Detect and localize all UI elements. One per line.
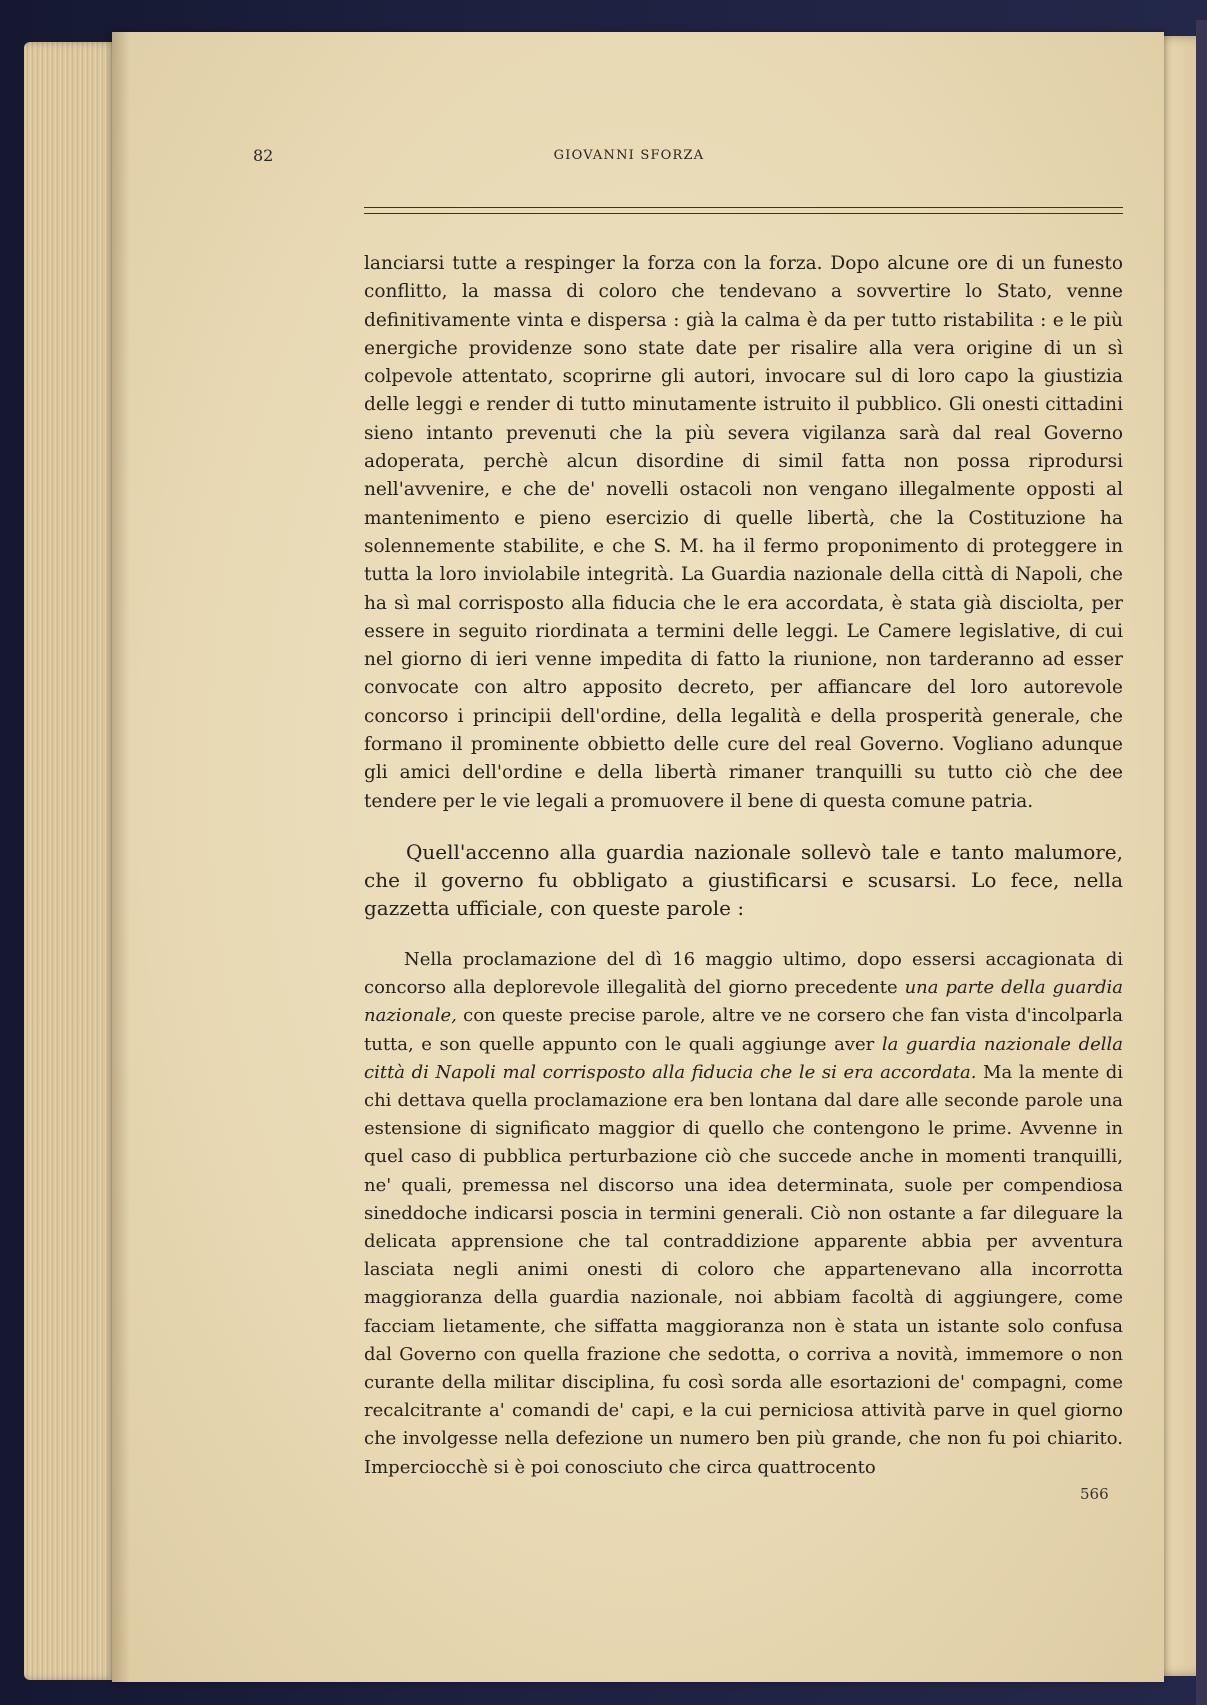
signature-mark: 566 (1080, 1485, 1109, 1503)
quote-text: Ma la mente di chi dettava quella proclamazione era ben lontana dal dare alle seconde parole una estensione di significato maggior di quello che contengono le prime. Avvenne in quel caso di pubblica perturbazione ciò che succede anche in momenti tranquilli, ne' quali, premessa nel discorso una idea determinata, suole per compendiosa sineddoche indicarsi poscia in termini generali. Ciò non ostante a far dileguare la delicata apprensione che tal contraddizione apparente abbia per avventura lasciata negli animi onesti di coloro che appartenevano alla incorrotta maggioranza della guardia nazionale, noi abbiam facoltà di aggiungere, come facciam lietamente, che siffatta maggioranza non è stata un istante solo confusa dal Governo con quella frazione che sedotta, o corriva a novità, immemore o non curante della militar disciplina, fu così sorda alle esortazioni de' compagni, come recalcitrante a' comandi de' capi, e la cui perniciosa attività parve in quel giorno che involgesse nella defezione un numero ben più grande, che non fu poi chiarito. Imperciocchè si è poi conosciuto che circa quattrocento (364, 1061, 1123, 1478)
quote-text: con queste precise parole, altre ve ne corsero che fan vista d'incolparla tutta, e son quelle appunto con le quali aggiunge aver (364, 1005, 1123, 1055)
quote-italic-phrase: una parte della guardia nazionale, (364, 977, 1123, 1027)
gutter-shadow (112, 32, 130, 1682)
paragraph-continuation: lanciarsi tutte a respinger la forza con la forza. Dopo alcune ore di un funesto conflitto, la massa di coloro che tendevano a sovvertire lo Stato, venne definitivamente vinta e dispersa : già la calma è da per tutto ristabilita : e le più energiche providenze sono state date per risalire alla vera origine di un sì colpevole attentato, scoprirne gli autori, invocare sul di loro capo la giustizia delle leggi e render di tutto minutamente istruito il pubblico. Gli onesti cittadini sieno intanto prevenuti che la più severa vigilanza sarà dal real Governo adoperata, perchè alcun disordine di simil fatta non possa riprodursi nell'avvenire, e che de' novelli ostacoli non vengano illegalmente opposti al mantenimento e pieno esercizio di quelle libertà, che la Costituzione ha solennemente stabilite, e che S. M. ha il fermo proponimento di proteggere in tutta la loro inviolabile integrità. La Guardia nazionale della città di Napoli, che ha sì mal corrisposto alla fiducia che le era accordata, è stata già disciolta, per essere in seguito riordinata a termini delle leggi. Le Camere legislative, di cui nel giorno di ieri venne impedita di fatto la riunione, non tarderanno ad esser convocate con altro apposito decreto, per affiancare del loro autorevole concorso i principii dell'ordine, della legalità e della prosperità generale, che formano il prominente obbietto delle cure del real Governo. Vogliano adunque gli amici dell'ordine e della libertà rimaner tranquilli su tutto ciò che dee tendere per le vie legali a promuovere il bene di questa comune patria. (364, 253, 1123, 812)
page-number: 82 (253, 146, 274, 165)
quoted-gazette-text (364, 946, 1123, 1482)
page-stack-edge (24, 42, 116, 1680)
body-text (364, 250, 1123, 1482)
quote-italic-phrase: la guardia nazionale della città di Napoli mal corrisposto alla fiducia che le si era accordata. (364, 1033, 1123, 1083)
paragraph-commentary: Quell'accenno alla guardia nazionale sollevò tale e tanto malumore, che il governo fu obbligato a giustificarsi e scusarsi. Lo fece, nella gazzetta ufficiale, con queste parole : (364, 839, 1123, 920)
running-head (253, 142, 1005, 170)
running-title: GIOVANNI SFORZA (553, 148, 705, 163)
quote-text: Nella proclamazione del dì 16 maggio ultimo, dopo essersi accagionata di concorso alla deplorevole illegalità del giorno precedente (364, 948, 1123, 999)
header-rule (364, 207, 1123, 214)
book-cover-edge (1196, 20, 1207, 1705)
